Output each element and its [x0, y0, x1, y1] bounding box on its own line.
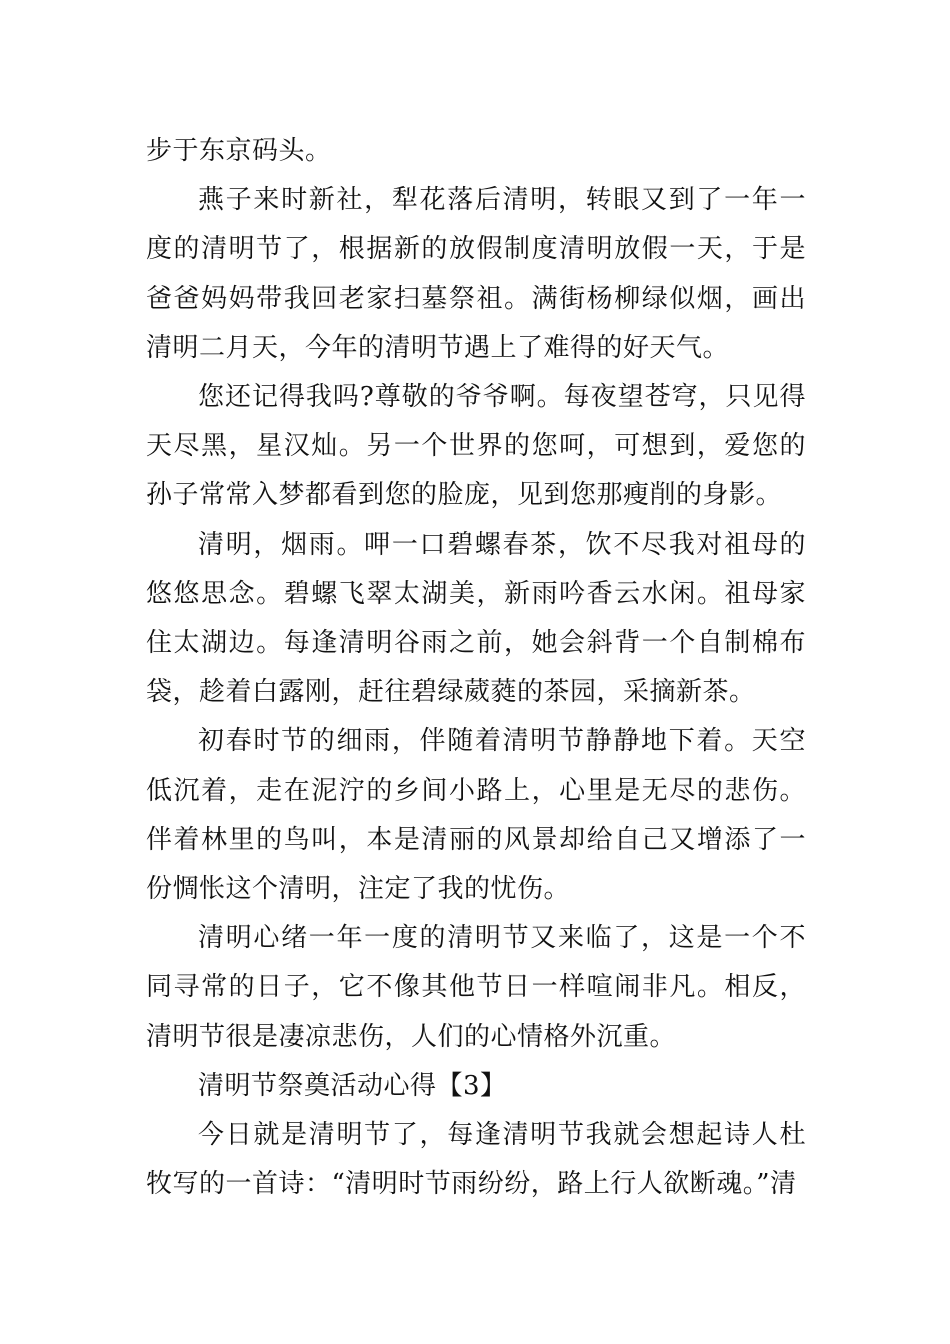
document-body: [146, 127, 806, 1209]
paragraph-continuation: 步于东京码头。: [146, 136, 332, 166]
paragraph-qingming-holiday: 燕子来时新社，犁花落后清明，转眼又到了一年一度的清明节了，根据新的放假制度清明放假一天，于是爸爸妈妈带我回老家扫墓祭祖。满街杨柳绿似烟，画出清明二月天，今年的清明节遇上了难得的好天气。: [146, 185, 806, 363]
paragraph-qingming-mood: 清明心绪一年一度的清明节又来临了，这是一个不同寻常的日子，它不像其他节日一样喧闹非凡。相反，清明节很是凄凉悲伤，人们的心情格外沉重。: [146, 923, 806, 1052]
section-heading: 清明节祭奠活动心得【3】: [198, 1070, 507, 1101]
paragraph-du-mu-poem: 今日就是清明节了，每逢清明节我就会想起诗人杜牧写的一首诗：“清明时节雨纷纷，路上行人欲断魂。”清: [146, 1120, 806, 1200]
paragraph-spring-rain: 初春时节的细雨，伴随着清明节静静地下着。天空低沉着，走在泥泞的乡间小路上，心里是无尽的悲伤。伴着林里的鸟叫，本是清丽的风景却给自己又增添了一份惆怅这个清明，注定了我的忧伤。: [146, 726, 806, 905]
paragraph-grandfather: 您还记得我吗?尊敬的爷爷啊。每夜望苍穹，只见得天尽黑，星汉灿。另一个世界的您呵，可想到，爱您的孙子常常入梦都看到您的脸庞，见到您那瘦削的身影。: [146, 382, 806, 511]
paragraph-grandmother-tea: 清明，烟雨。呷一口碧螺春茶，饮不尽我对祖母的悠悠思念。碧螺飞翠太湖美，新雨吟香云水闲。祖母家住太湖边。每逢清明谷雨之前，她会斜背一个自制棉布袋，趁着白露刚，赶往碧绿葳蕤的茶园，采摘新茶。: [146, 529, 806, 708]
